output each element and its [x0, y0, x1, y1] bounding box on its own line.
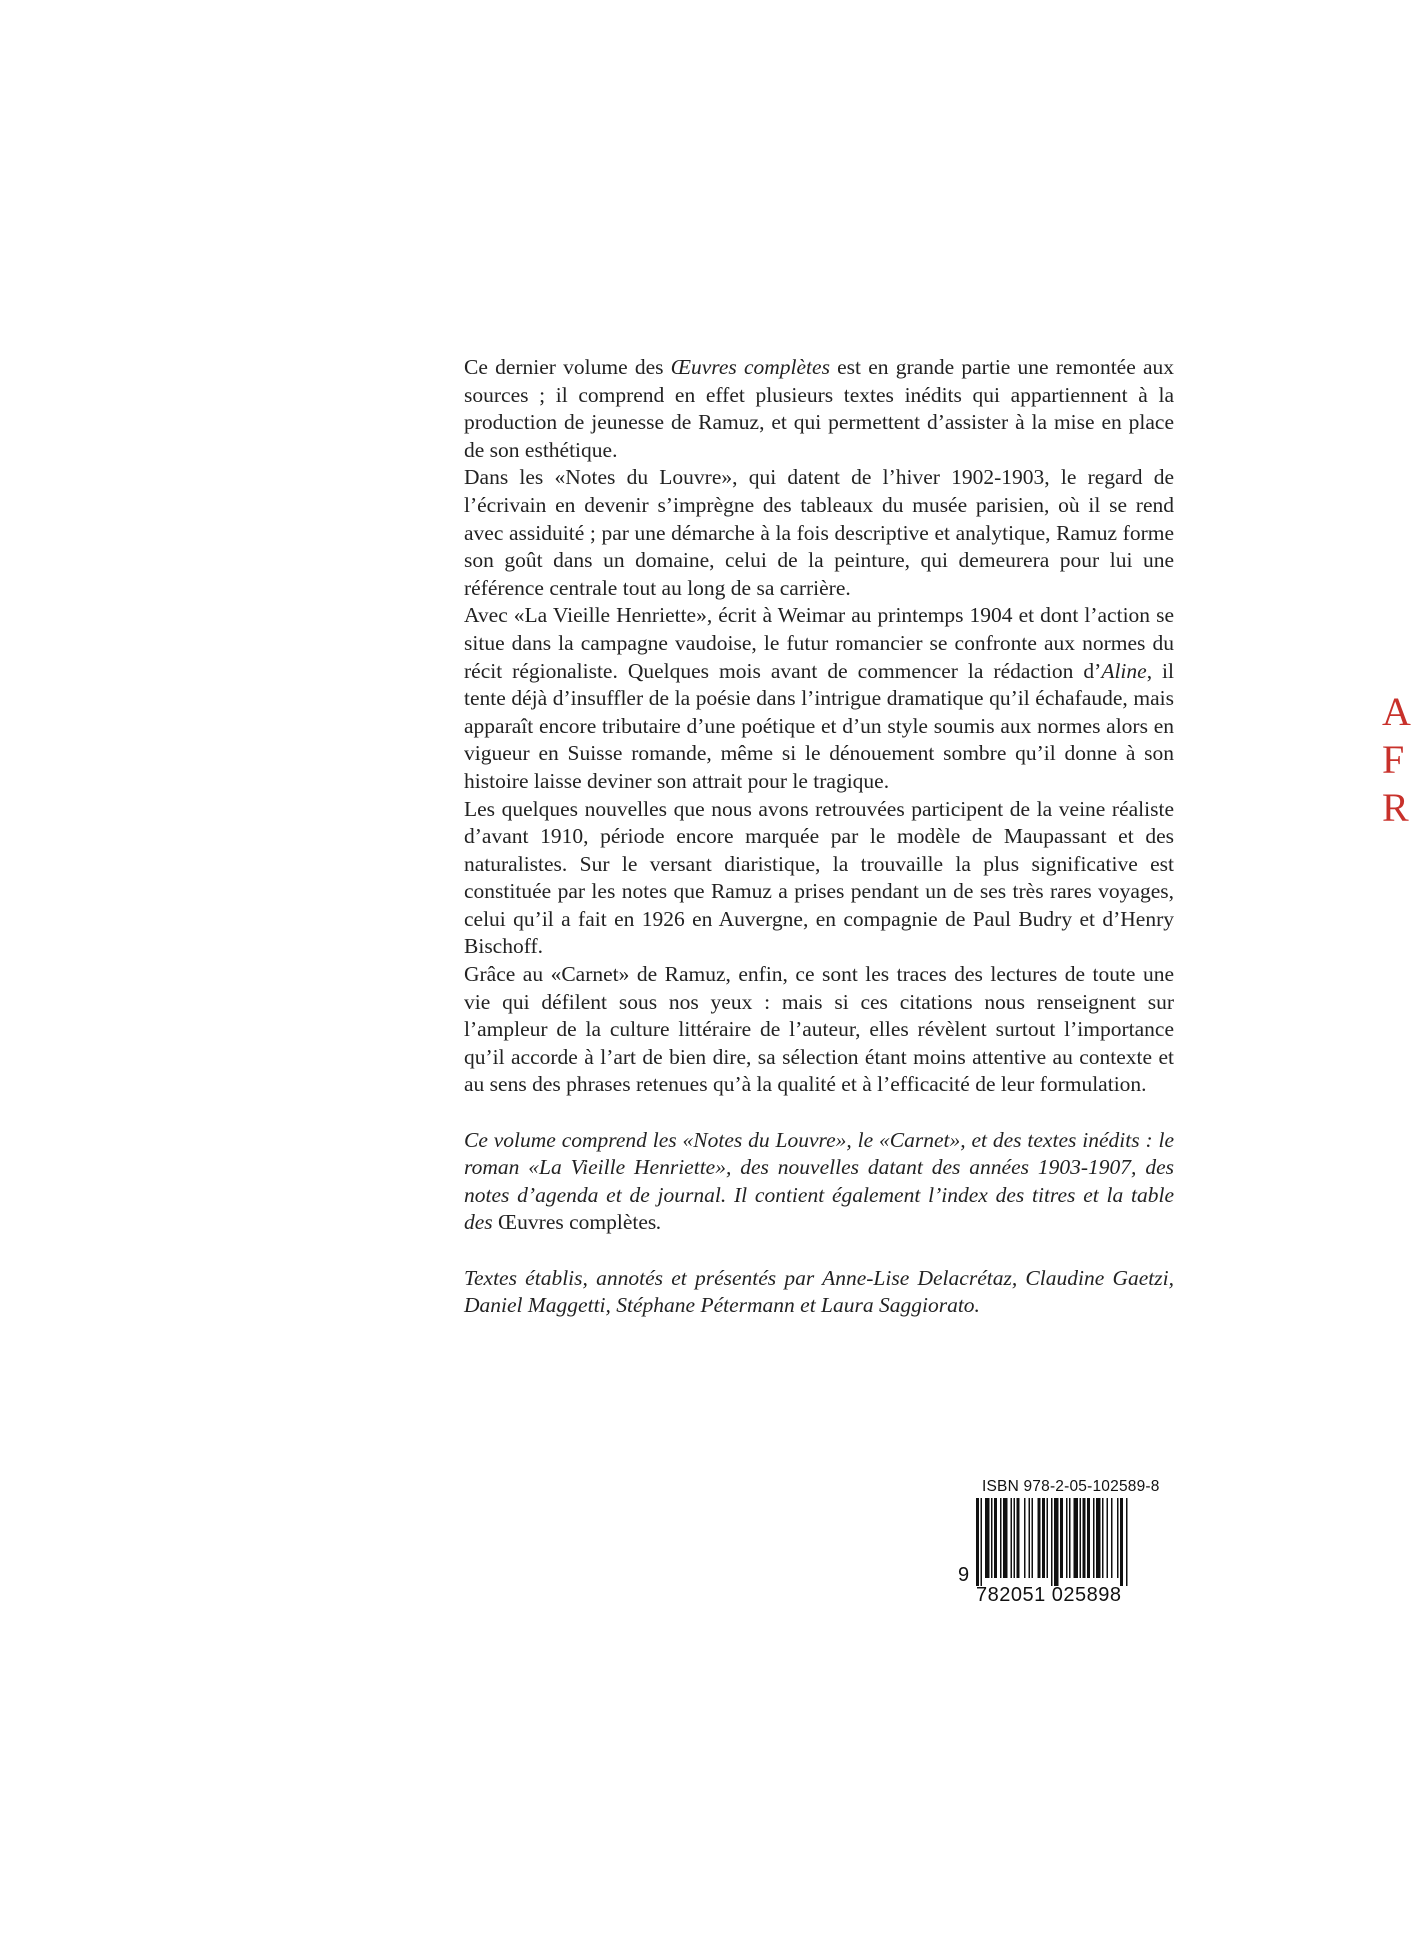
spine-title-letters	[1382, 688, 1411, 832]
barcode-bar	[1011, 1498, 1013, 1578]
barcode-bar	[1038, 1498, 1041, 1578]
barcode-bar	[1096, 1498, 1101, 1578]
barcode-bar	[1117, 1498, 1119, 1578]
barcode-bar	[994, 1498, 997, 1578]
paragraph-text: Les quelques nouvelles que nous avons retrouvées participent de la veine réaliste d’avant 1910, période encore marquée par le modèle de Maupassant et des naturalistes. Sur le versant diaristique, la trouvaille la plus significative est constituée par les notes que Ramuz a prises pendant un de ses très rares voyages, celui qu’il a fait en 1926 en Auvergne, en compagnie de Paul Budry et d’Henry Bischoff.	[464, 796, 1174, 959]
paragraph-text: , il tente déjà d’insuffler de la poésie dans l’intrigue dramatique qu’il échafaude, mais apparaît encore tributaire d’une poétique et d’un style soumis aux normes alors en vigueur en Suisse romande, même si le dénouement sombre qu’il donne à son histoire laisse deviner son attrait pour le tragique.	[464, 658, 1174, 793]
barcode-bar	[1000, 1498, 1002, 1578]
summary-paragraph	[464, 354, 1174, 464]
barcode-bar	[1107, 1498, 1109, 1578]
barcode-bar	[1066, 1498, 1068, 1578]
barcode-bar	[1102, 1498, 1104, 1578]
barcode-bar	[1017, 1498, 1020, 1578]
barcode-bar	[991, 1498, 993, 1578]
barcode-bar	[985, 1498, 990, 1578]
barcode-bar	[1014, 1498, 1016, 1578]
editors-note: Textes établis, annotés et présentés par Anne-Lise Delacrétaz, Claudine Gaetzi, Daniel Maggetti, Stéphane Pétermann et Laura Saggiorato.	[464, 1265, 1174, 1318]
barcode-bar	[1093, 1498, 1095, 1578]
spacer	[464, 1099, 1174, 1127]
barcode-bar	[976, 1498, 979, 1586]
volume-contents-note	[464, 1127, 1174, 1237]
summary-paragraph	[464, 602, 1174, 795]
barcode-bar	[981, 1498, 983, 1586]
back-cover-text	[464, 354, 1174, 1320]
spine-letter: R	[1382, 785, 1409, 830]
barcode-bar	[1074, 1498, 1079, 1578]
barcode-bar	[1029, 1498, 1031, 1578]
paragraph-text: Avec «La Vieille Henriette», écrit à Weimar au printemps 1904 et dont l’action se situe dans la campagne vaudoise, le futur romancier se confronte aux normes du récit régionaliste. Quelques mois avant de commencer la rédaction d’	[464, 603, 1174, 683]
barcode-bar	[1111, 1498, 1113, 1578]
italic-title: Œuvres complètes	[670, 355, 830, 379]
barcode-bars	[976, 1498, 1176, 1586]
barcode-digits: 782051 025898	[976, 1584, 1122, 1606]
italic-title: Aline	[1101, 658, 1147, 683]
paragraph-text: Grâce au «Carnet» de Ramuz, enfin, ce sont les traces des lectures de toute une vie qui défilent sous nos yeux : mais si ces citations nous renseignent sur l’ampleur de la culture littéraire de l’auteur, elles révèlent surtout l’importance qu’il accorde à l’art de bien dire, sa sélection étant moins attentive au contexte et au sens des phrases retenues qu’à la qualité et à l’efficacité de leur formulation.	[464, 962, 1174, 1097]
isbn-label: ISBN 978-2-05-102589-8	[982, 1478, 1160, 1495]
spacer	[464, 1237, 1174, 1265]
barcode-bar	[1126, 1498, 1128, 1586]
barcode-bar	[1060, 1498, 1063, 1578]
summary-paragraph	[464, 464, 1174, 602]
volume-note-text: Ce volume comprend les «Notes du Louvre», le «Carnet», et des textes inédits : le roman «La Vieille Henriette», des nouvelles datant des années 1903-1907, des notes d’agenda et de journal. Il contient également l’index des titres et la table des	[464, 1127, 1174, 1235]
barcode-bars-row	[958, 1498, 1178, 1586]
barcode-bar	[1080, 1498, 1082, 1578]
paragraph-text: est en grande partie une remontée aux sources ; il comprend en effet plusieurs textes inédits qui appartiennent à la production de jeunesse de Ramuz, et qui permettent d’assister à la mise en place de son esthétique.	[464, 355, 1174, 462]
isbn-barcode	[958, 1478, 1178, 1607]
volume-note-title: Œuvres complètes	[498, 1210, 657, 1235]
spine-letter: F	[1382, 737, 1405, 782]
barcode-bar	[1083, 1498, 1086, 1578]
barcode-bar	[1032, 1498, 1034, 1578]
barcode-bar	[1054, 1498, 1059, 1586]
barcode-bar	[1051, 1498, 1053, 1586]
summary-paragraphs	[464, 354, 1174, 1099]
barcode-bar	[1087, 1498, 1090, 1578]
summary-paragraph	[464, 796, 1174, 962]
barcode-bar	[1120, 1498, 1123, 1586]
barcode-lead-digit: 9	[958, 1564, 970, 1586]
barcode-bar	[1003, 1498, 1008, 1578]
barcode-bar	[1047, 1498, 1049, 1578]
paragraph-text: Dans les «Notes du Louvre», qui datent de l’hiver 1902-1903, le regard de l’écrivain en devenir s’imprègne des tableaux du musée parisien, où il se rend avec assiduité ; par une démarche à la fois descriptive et analytique, Ramuz forme son goût dans un domaine, celui de la peinture, qui demeurera pour lui une référence centrale tout au long de sa carrière.	[464, 465, 1174, 600]
barcode-bar	[1069, 1498, 1071, 1578]
volume-note-end: .	[656, 1210, 662, 1235]
summary-paragraph	[464, 961, 1174, 1099]
paragraph-text: Ce dernier volume des	[464, 355, 671, 379]
barcode-bar	[1024, 1498, 1026, 1578]
barcode-bar	[1042, 1498, 1045, 1578]
spine-letter: A	[1382, 689, 1411, 734]
